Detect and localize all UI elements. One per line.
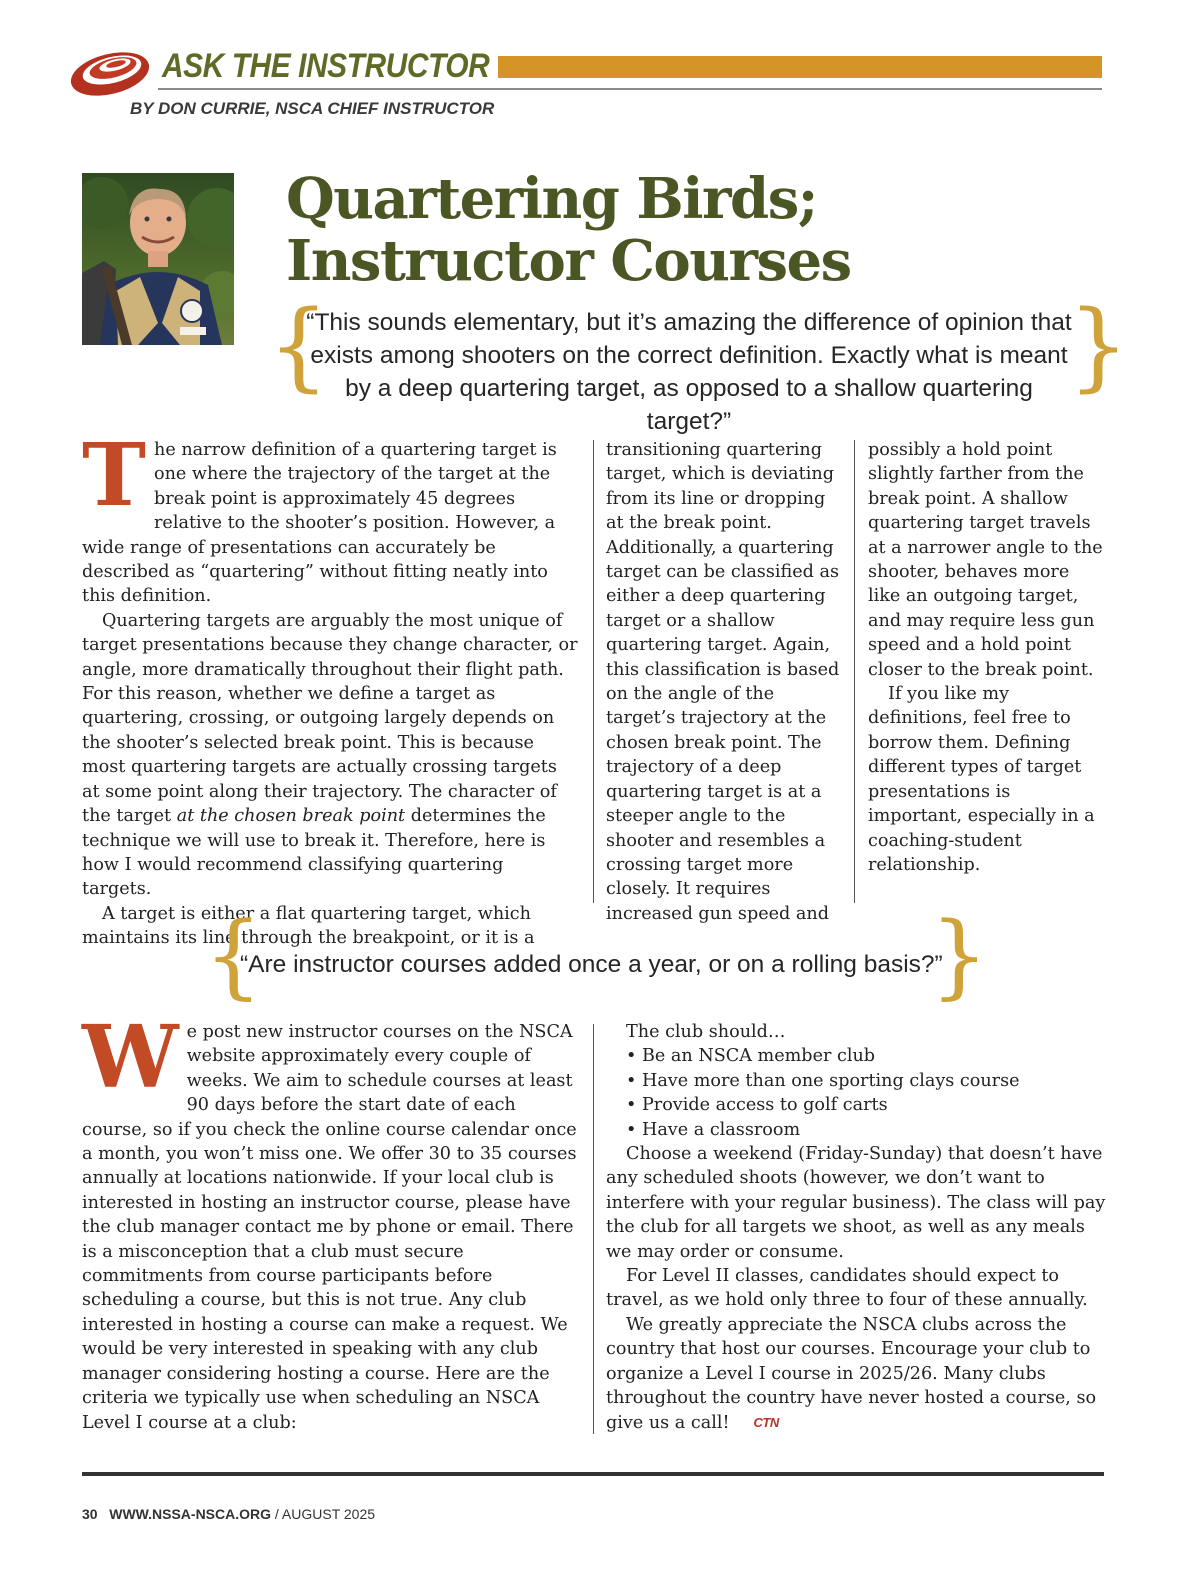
section-title: ASK THE INSTRUCTOR [162, 47, 490, 85]
answer-2-column-2 [606, 1020, 1106, 1435]
byline: BY DON CURRIE, NSCA CHIEF INSTRUCTOR [130, 99, 495, 118]
footer-divider [82, 1472, 1104, 1476]
emphasis-text: at the chosen break point [176, 806, 406, 827]
headline-line-2: Instructor Courses [286, 228, 851, 294]
open-brace-icon: { [268, 290, 330, 402]
article-headline [286, 168, 1086, 292]
answer-2-paragraph-2: Choose a weekend (Friday-Sunday) that doesn’t have any scheduled shoots (however, we don’t want to interfere with your regular business). The class will pay the club for all targets we shoot, as well as any meals we may order or consume. [606, 1144, 1106, 1262]
club-criteria-intro: The club should… [626, 1022, 786, 1042]
answer-1-paragraph-1: he narrow definition of a quartering target is one where the trajectory of the target at the break point is approximately 45 degrees relative to the shooter’s position. However, a wide range of presentations can accurately be described as “quartering” without fitting neatly into this definition. [82, 440, 557, 607]
answer-1-column-1 [82, 425, 578, 951]
answer-1-column-2 [606, 438, 844, 926]
answer-2-paragraph-4: We greatly appreciate the NSCA clubs across the country that host our courses. Encourage your club to organize a Level I course in 2025/26. Many clubs throughout the country have never hosted a course, so give us a call! CTN [606, 1313, 1106, 1435]
column-divider [854, 440, 855, 903]
answer-2-paragraph-3: For Level II classes, candidates should expect to travel, as we hold only three to four of these annually. [606, 1266, 1088, 1311]
answer-1-column-3-paragraph-2: If you like my definitions, feel free to borrow them. Defining different types of target presentations is important, especially in a coaching-student relationship. [868, 684, 1095, 875]
answer-2-paragraph-1: e post new instructor courses on the NSCA website approximately every couple of weeks. We aim to schedule courses at least 90 days before the start date of each course, so if you check the online course calendar once a month, you won’t miss one. We offer 30 to 35 courses annually at locations nationwide. If your local club is interested in hosting an instructor course, please have the club manager contact me by phone or email. There is a misconception that a club must secure commitments from course participants before scheduling a course, but this is not true. Any club interested in hosting a course can make a request. We would be very interested in speaking with any club manager considering hosting a course. Here are the criteria we typically use when scheduling an NSCA Level I course at a club: [82, 1022, 577, 1433]
headline-line-1: Quartering Birds; [286, 166, 817, 232]
question-1: “This sounds elementary, but it’s amazing the difference of opinion that exists among shooters on the correct definition. Exactly what is meant by a deep quartering target, as opposed to a shallow quartering target?” [306, 309, 1072, 435]
criteria-list-item: • Provide access to golf carts [626, 1095, 888, 1116]
author-photo [82, 173, 234, 345]
criteria-list-item: • Have more than one sporting clays course [626, 1070, 1020, 1091]
open-brace-icon: { [204, 902, 263, 1009]
column-divider [593, 440, 594, 903]
page-footer [82, 1506, 375, 1522]
answer-1-column-3-paragraph-1: possibly a hold point slightly farther from the break point. A shallow quartering target travels at a narrower angle to the shooter, behaves more like an outgoing target, and may require less gun speed and a hold point closer to the break point. [868, 440, 1103, 680]
criteria-list-item: • Be an NSCA member club [626, 1046, 876, 1067]
header-divider [158, 88, 1102, 90]
column-divider [593, 1024, 594, 1434]
drop-cap: T [82, 425, 146, 526]
website-link[interactable]: WWW.NSSA-NSCA.ORG [109, 1506, 272, 1522]
page-number: 30 [82, 1506, 98, 1522]
close-brace-icon: } [930, 902, 989, 1009]
answer-2-column-1 [82, 1007, 578, 1435]
answer-1-paragraph-3: A target is either a flat quartering target, which maintains its line through the breakpoint, or it is a [82, 903, 535, 949]
header-accent-bar [498, 56, 1102, 78]
issue-date: AUGUST 2025 [281, 1506, 376, 1522]
drop-cap: W [82, 1007, 179, 1108]
answer-1-paragraph-2: Quartering targets are arguably the most unique of target presentations because they change character, or angle, more dramatically throughout their flight path. For this reason, whether we define a target as quartering, crossing, or outgoing largely depends on the shooter’s selected break point. This is because most quartering targets are actually crossing targets at some point along their trajectory. The character of the target at the chosen break point determines the technique we will use to break it. Therefore, here is how I would recommend classifying quartering targets. [82, 610, 578, 900]
criteria-list-item: • Have a classroom [626, 1119, 801, 1140]
question-2: “Are instructor courses added once a year, or on a rolling basis?” [240, 951, 943, 978]
answer-1-column-3 [868, 438, 1104, 877]
ctn-end-mark-icon: CTN [753, 1414, 779, 1430]
answer-1-column-2-text: transitioning quartering target, which is deviating from its line or dropping at the break point. Additionally, a quartering target can be classified as either a deep quartering target or a shallow quartering target. Again, this classification is based on the angle of the target’s trajectory at the chosen break point. The trajectory of a deep quartering target is at a steeper angle to the shooter and resembles a crossing target more closely. It requires increased gun speed and [606, 440, 840, 924]
clay-target-logo-icon [66, 42, 158, 100]
close-brace-icon: } [1068, 290, 1130, 402]
footer-separator: / [271, 1506, 282, 1522]
